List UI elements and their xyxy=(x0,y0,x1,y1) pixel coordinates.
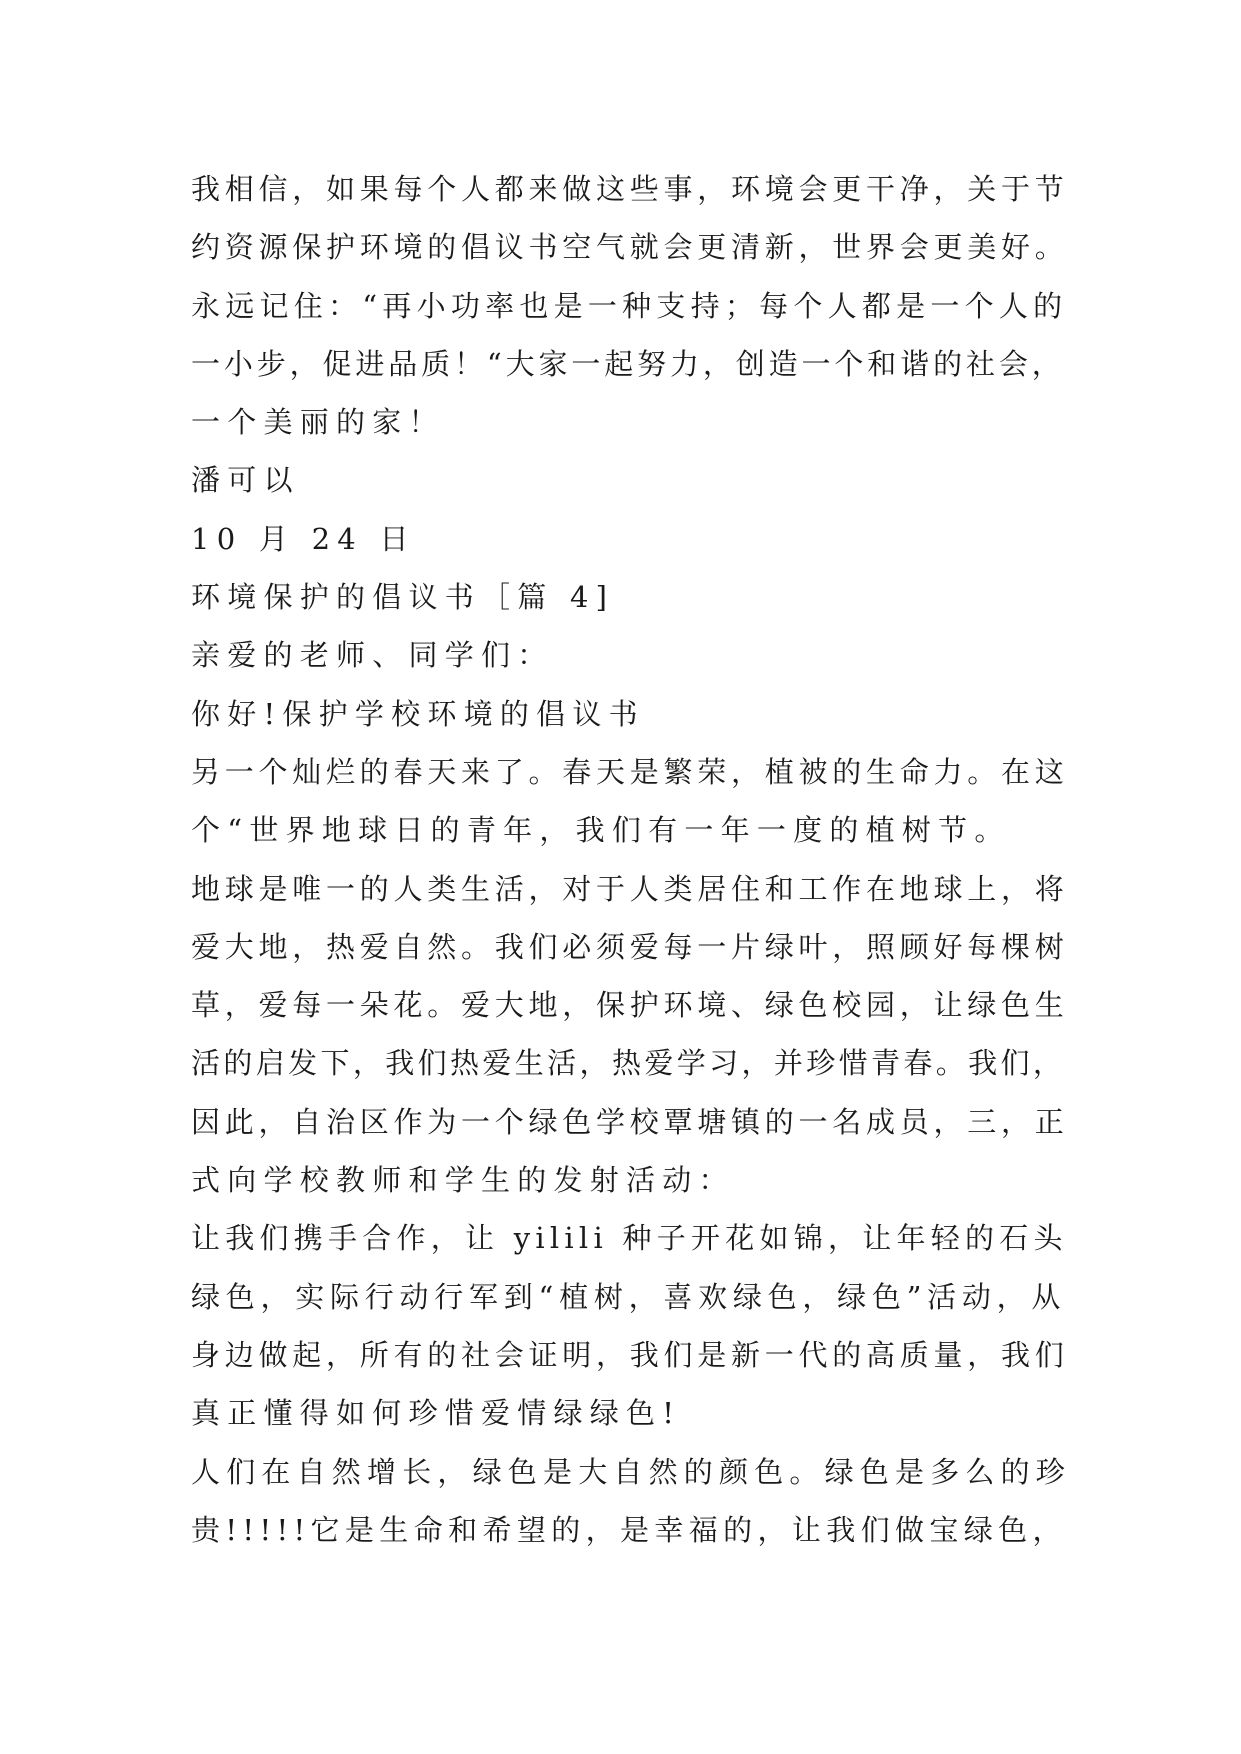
text-line: 地球是唯一的人类生活，对于人类居住和工作在地球上，将 xyxy=(191,871,1069,906)
section-heading: 环境保护的倡议书［篇 4] xyxy=(191,580,615,615)
text-line: 贵!!!!!它是生命和希望的，是幸福的，让我们做宝绿色， xyxy=(191,1512,1067,1547)
salutation: 亲爱的老师、同学们： xyxy=(191,638,554,673)
text-line: 因此，自治区作为一个绿色学校覃塘镇的一名成员，三，正 xyxy=(191,1104,1069,1139)
text-line: 个“世界地球日的青年，我们有一年一度的植树节。 xyxy=(191,813,1011,848)
greeting-line: 你好!保护学校环境的倡议书 xyxy=(191,696,645,731)
text-line: 我相信，如果每个人都来做这些事，环境会更干净，关于节 xyxy=(191,172,1069,206)
text-line: 人们在自然增长，绿色是大自然的颜色。绿色是多么的珍 xyxy=(191,1454,1072,1489)
signature-name: 潘可以 xyxy=(191,463,300,498)
text-line: 活的启发下，我们热爱生活，热爱学习，并珍惜青春。我们， xyxy=(191,1046,1066,1081)
text-line: 另一个灿烂的春天来了。春天是繁荣，植被的生命力。在这 xyxy=(191,754,1069,789)
text-line: 草，爱每一朵花。爱大地，保护环境、绿色校园，让绿色生 xyxy=(191,988,1069,1023)
signature-date: 10 月 24 日 xyxy=(191,521,416,556)
text-line: 爱大地，热爱自然。我们必须爱每一片绿叶，照顾好每棵树 xyxy=(191,929,1069,964)
text-line: 一小步，促进品质！“大家一起努力，创造一个和谐的社会， xyxy=(191,346,1065,381)
text-line: 绿色，实际行动行军到“植树，喜欢绿色，绿色”活动，从 xyxy=(191,1279,1067,1314)
text-line: 永远记住：“再小功率也是一种支持；每个人都是一个人的 xyxy=(191,288,1068,323)
text-line: 真正懂得如何珍惜爱情绿绿色! xyxy=(191,1396,682,1431)
document-body xyxy=(191,160,1071,1559)
text-line: 身边做起，所有的社会证明，我们是新一代的高质量，我们 xyxy=(191,1337,1069,1372)
text-line: 一个美丽的家！ xyxy=(191,405,445,440)
text-line: 约资源保护环境的倡议书空气就会更清新，世界会更美好。 xyxy=(191,230,1069,265)
text-line: 式向学校教师和学生的发射活动： xyxy=(191,1163,735,1198)
text-line: 让我们携手合作，让 yilili 种子开花如锦，让年轻的石头 xyxy=(191,1221,1068,1256)
